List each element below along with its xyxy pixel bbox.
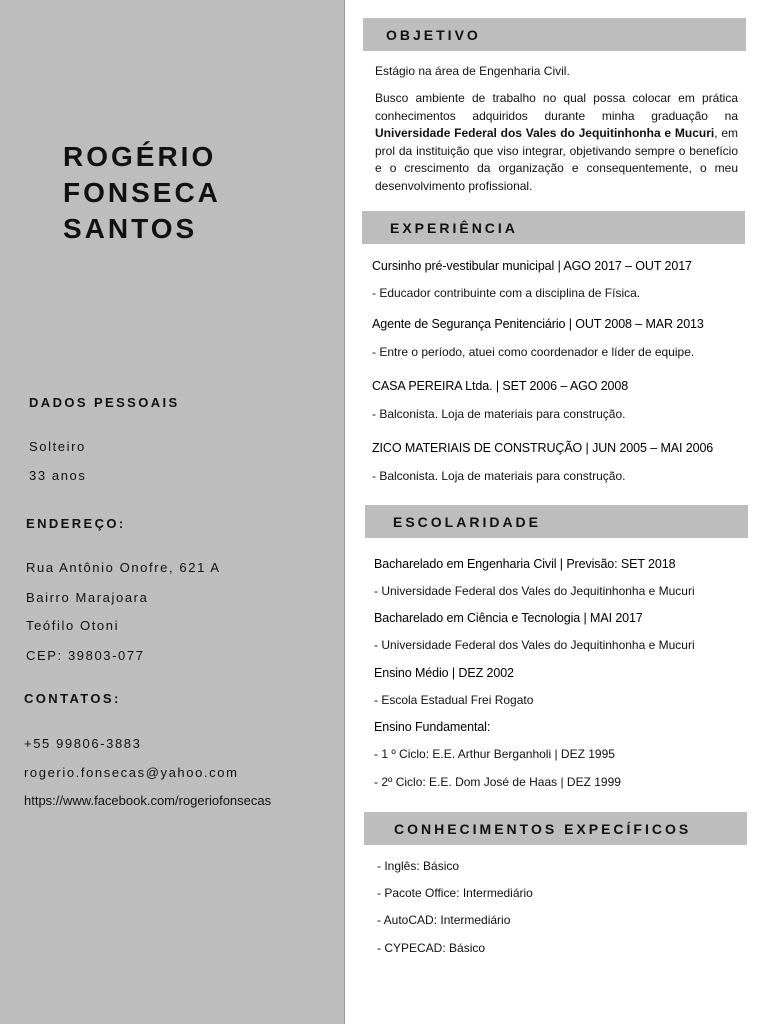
experience-heading: EXPERIÊNCIA bbox=[390, 220, 518, 236]
education-heading: ESCOLARIDADE bbox=[393, 514, 542, 530]
objective-para-start: Busco ambiente de trabalho no qual possa colocar em prática conhecimentos adquiridos durante minha graduação na bbox=[375, 91, 738, 123]
objective-university: Universidade Federal dos Vales do Jequitinhonha e Mucuri bbox=[375, 126, 715, 140]
age: 33 anos bbox=[29, 468, 87, 483]
education-title-1: Bacharelado em Engenharia Civil | Previsão: SET 2018 bbox=[374, 557, 676, 571]
skill-item-1: - Inglês: Básico bbox=[377, 859, 460, 873]
experience-desc-4: - Balconista. Loja de materiais para construção. bbox=[372, 469, 626, 483]
contact-email: rogerio.fonsecas@yahoo.com bbox=[24, 765, 239, 780]
skill-item-4: - CYPECAD: Básico bbox=[377, 941, 486, 955]
marital-status: Solteiro bbox=[29, 439, 86, 454]
candidate-name bbox=[63, 139, 221, 247]
experience-section-bar bbox=[362, 211, 745, 244]
education-title-2: Bacharelado em Ciência e Tecnologia | MAI 2017 bbox=[374, 611, 643, 625]
education-title-3: Ensino Médio | DEZ 2002 bbox=[374, 666, 514, 680]
education-fundamental-2: - 2º Ciclo: E.E. Dom José de Haas | DEZ 1999 bbox=[374, 775, 621, 789]
skill-item-2: - Pacote Office: Intermediário bbox=[377, 886, 533, 900]
objective-para-end: , em prol da instituição que viso integrar, objetivando sempre o benefício e o crescimento da organização e consequentemente, o meu desenvolvimento profissional. bbox=[375, 126, 738, 193]
contacts-heading: CONTATOS: bbox=[24, 691, 121, 706]
address-district: Bairro Marajoara bbox=[26, 590, 149, 605]
objective-section-bar bbox=[363, 18, 746, 51]
name-line-3: SANTOS bbox=[63, 213, 198, 244]
education-fundamental-title: Ensino Fundamental: bbox=[374, 720, 491, 734]
skills-heading: CONHECIMENTOS EXPECÍFICOS bbox=[394, 821, 692, 837]
experience-desc-2: - Entre o período, atuei como coordenador e líder de equipe. bbox=[372, 345, 695, 359]
skills-section-bar bbox=[364, 812, 747, 845]
education-desc-1: - Universidade Federal dos Vales do Jequitinhonha e Mucuri bbox=[374, 584, 695, 598]
contact-facebook: https://www.facebook.com/rogeriofonsecas bbox=[24, 793, 272, 808]
experience-desc-3: - Balconista. Loja de materiais para construção. bbox=[372, 407, 626, 421]
education-desc-3: - Escola Estadual Frei Rogato bbox=[374, 693, 534, 707]
address-cep: CEP: 39803-077 bbox=[26, 648, 145, 663]
sidebar-divider bbox=[344, 0, 345, 1024]
contact-phone: +55 99806-3883 bbox=[24, 736, 142, 751]
address-street: Rua Antônio Onofre, 621 A bbox=[26, 560, 221, 575]
experience-title-2: Agente de Segurança Penitenciário | OUT 2008 – MAR 2013 bbox=[372, 317, 704, 331]
objective-line: Estágio na área de Engenharia Civil. bbox=[375, 64, 570, 78]
address-city: Teófilo Otoni bbox=[26, 618, 120, 633]
education-section-bar bbox=[365, 505, 748, 538]
experience-desc-1: - Educador contribuinte com a disciplina de Física. bbox=[372, 286, 641, 300]
experience-title-3: CASA PEREIRA Ltda. | SET 2006 – AGO 2008 bbox=[372, 379, 629, 393]
name-line-2: FONSECA bbox=[63, 177, 221, 208]
experience-title-1: Cursinho pré-vestibular municipal | AGO 2017 – OUT 2017 bbox=[372, 259, 692, 273]
personal-heading: DADOS PESSOAIS bbox=[29, 395, 180, 410]
name-line-1: ROGÉRIO bbox=[63, 141, 217, 172]
address-heading: ENDEREÇO: bbox=[26, 516, 126, 531]
skill-item-3: - AutoCAD: Intermediário bbox=[377, 913, 511, 927]
experience-title-4: ZICO MATERIAIS DE CONSTRUÇÃO | JUN 2005 – MAI 2006 bbox=[372, 441, 714, 455]
education-fundamental-1: - 1 º Ciclo: E.E. Arthur Berganholi | DEZ 1995 bbox=[374, 747, 615, 761]
objective-heading: OBJETIVO bbox=[386, 27, 481, 43]
education-desc-2: - Universidade Federal dos Vales do Jequitinhonha e Mucuri bbox=[374, 638, 695, 652]
objective-paragraph bbox=[375, 90, 738, 195]
